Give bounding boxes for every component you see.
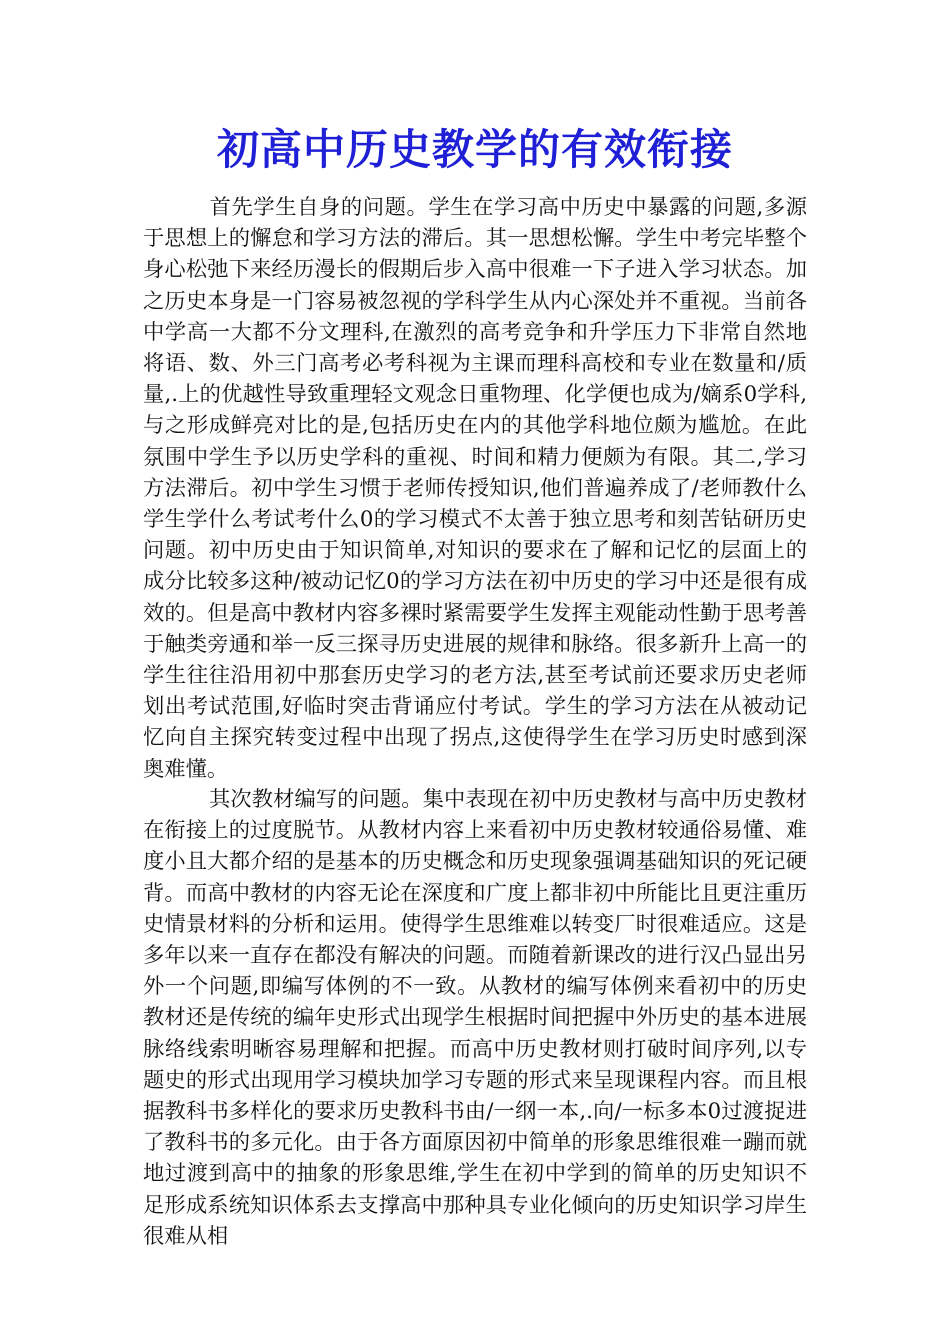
body-paragraph-1 xyxy=(143,192,807,785)
document-title: 初高中历史教学的有效衔接 xyxy=(216,125,733,174)
body-paragraph-2-text: 其次教材编写的问题。集中表现在初中历史教材与高中历史教材在衔接上的过度脱节。从教材内容上来看初中历史教材较通俗易懂、难度小且大都介绍的是基本的历史概念和历史现象强调基础知识的死记硬背。而高中教材的内容无论在深度和广度上都非初中所能比且更注重历史情景材料的分析和运用。使得学生思维难以转变厂时很难适应。这是多年以来一直存在都没有解决的问题。而随着新课改的进行汉凸显出另外一个问题,即编写体例的不一致。从教材的编写体例来看初中的历史教材还是传统的编年史形式出现学生根据时间把握中外历史的基本进展脉络线索明晰容易理解和把握。而高中历史教材则打破时间序列,以专题史的形式出现用学习模块加学习专题的形式来呈现课程内容。而且根据教科书多样化的要求历史教科书由/一纲一本,.向/一标多本0过渡捉进了教科书的多元化。由于各方面原因初中简单的形象思维很难一蹦而就地过渡到高中的抽象的形象思维,学生在初中学到的简单的历史知识不足形成系统知识体系去支撑高中那种具专业化倾向的历史知识学习岸生很难从相 xyxy=(143,787,807,1249)
body-paragraph-1-text: 首先学生自身的问题。学生在学习高中历史中暴露的问题,多源于思想上的懈怠和学习方法的滞后。其一思想松懈。学生中考完毕整个身心松弛下来经历漫长的假期后步入高中很难一下子进入学习状态。加之历史本身是一门容易被忽视的学科学生从内心深处并不重视。当前各中学高一大都不分文理科,在激烈的高考竞争和升学压力下非常自然地将语、数、外三门高考必考科视为主课而理科高校和专业在数量和/质量,.上的优越性导致重理轻文观念日重物理、化学便也成为/嫡系0学科,与之形成鲜亮对比的是,包括历史在内的其他学科地位颇为尴尬。在此氛围中学生予以历史学科的重视、时间和精力便颇为有限。其二,学习方法滞后。初中学生习惯于老师传授知识,他们普遍养成了/老师教什么学生学什么考试考什么0的学习模式不太善于独立思考和刻苦钻研历史问题。初中历史由于知识简单,对知识的要求在了解和记忆的层面上的成分比较多这种/被动记忆0的学习方法在初中历史的学习中还是很有成效的。但是高中教材内容多裸时紧需要学生发挥主观能动性勤于思考善于触类旁通和举一反三探寻历史进展的规律和脉络。很多新升上高一的学生往往沿用初中那套历史学习的老方法,甚至考试前还要求历史老师划出考试范围,好临时突击背诵应付考试。学生的学习方法在从被动记忆向自主探究转变过程中出现了拐点,这使得学生在学习历史时感到深奥难懂。 xyxy=(143,195,807,782)
body-paragraph-2 xyxy=(143,784,807,1252)
